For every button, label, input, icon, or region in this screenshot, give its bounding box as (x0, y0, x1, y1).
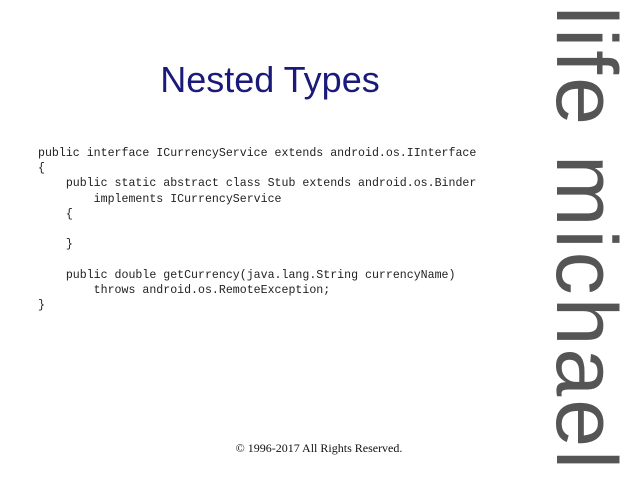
slide-title: Nested Types (160, 59, 380, 100)
copyright-footer: © 1996-2017 All Rights Reserved. (235, 441, 403, 455)
brand-logo-text: life michael (538, 6, 634, 473)
brand-logo (533, 0, 638, 479)
code-block: public interface ICurrencyService extends android.os.IInterface { public static abstract class Stub extends android.os.Binder implements ICurrencyService { } public double getCurrency(java.lang.String currencyName) throws android.os.RemoteException; } (38, 147, 477, 313)
